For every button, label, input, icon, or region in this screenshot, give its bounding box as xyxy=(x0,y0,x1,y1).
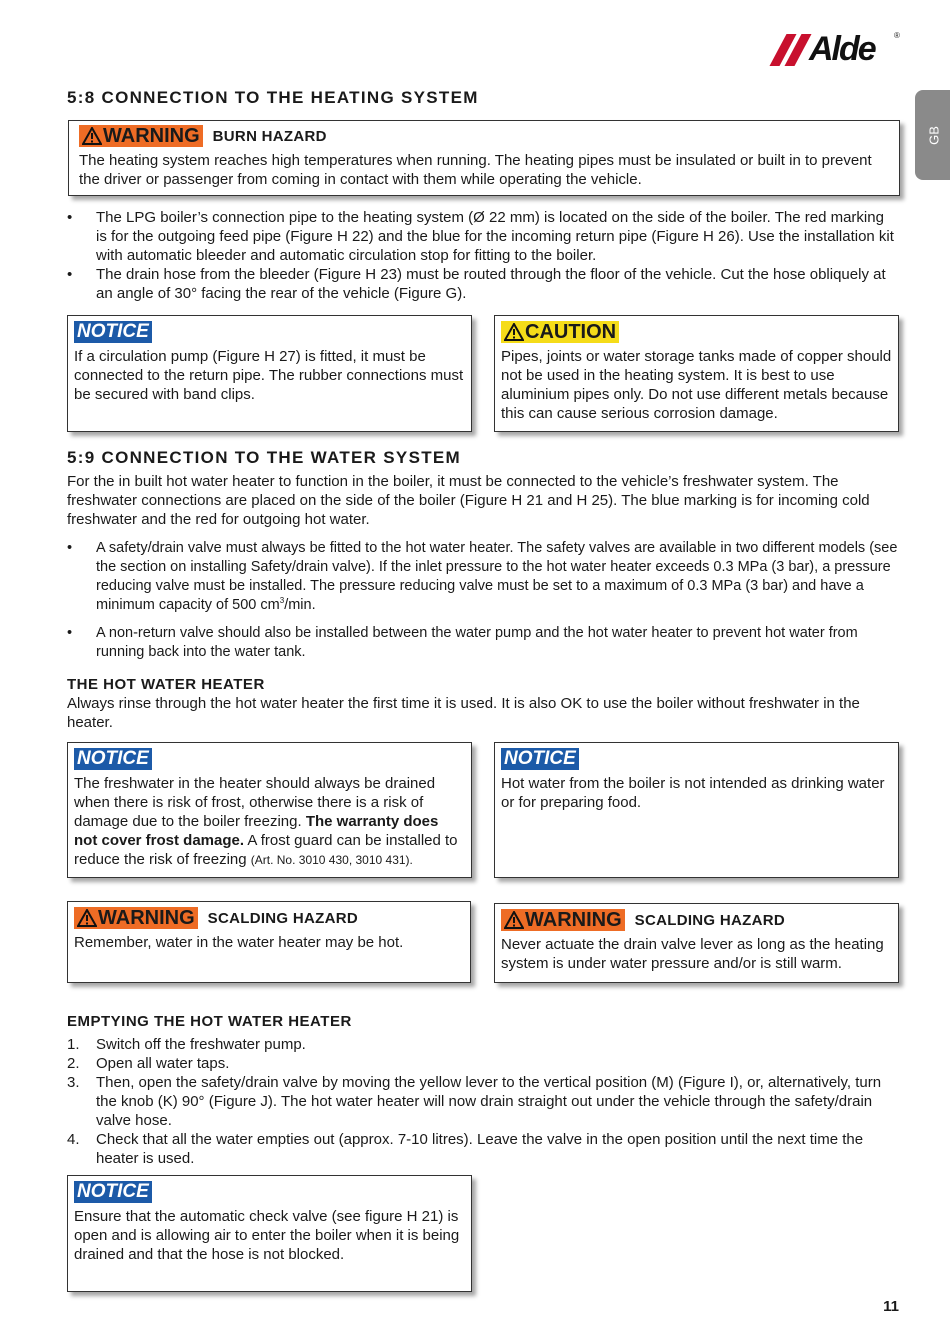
warning-triangle-icon xyxy=(82,127,102,145)
water-intro: For the in built hot water heater to function in the boiler, it must be connected to the vehicle’s freshwater system. The freshwater connections are placed on the side of the boiler (Figure H 21 and H 25). The blue marking is for incoming cold freshwater and the red for outgoing hot water. xyxy=(67,473,870,528)
warning-label: WARNING xyxy=(74,907,198,929)
notice-box-circulation xyxy=(67,315,472,432)
notice-header xyxy=(74,748,465,770)
caution-label: CAUTION xyxy=(501,321,619,343)
notice-text: Hot water from the boiler is not intended as drinking water or for preparing food. xyxy=(501,775,885,811)
warning-header xyxy=(74,907,464,929)
subheading-emptying: EMPTYING THE HOT WATER HEATER xyxy=(67,1013,352,1030)
warning-text: Remember, water in the water heater may be hot. xyxy=(74,934,404,951)
alde-logo xyxy=(764,28,904,70)
warning-triangle-icon xyxy=(77,909,97,927)
caution-triangle-icon xyxy=(504,323,524,341)
notice-box-frost xyxy=(67,742,472,878)
list-item: • The LPG boiler’s connection pipe to the heating system (Ø 22 mm) is located on the side of the boiler. The red marking is for the outgoing feed pipe (Figure H 22) and the blue for the incoming return pipe (Figure H 26). Use the installation kit with automatic bleeder and automatic circulation stop for fitting to the boiler. xyxy=(67,209,894,264)
warning-text: Never actuate the drain valve lever as long as the heating system is under water pressure and/or is still warm. xyxy=(501,936,884,972)
notice-box-drinking xyxy=(494,742,899,878)
caution-text: Pipes, joints or water storage tanks made of copper should not be used in the heating system. It is best to use aluminium pipes only. Do not use different metals because this can cause serious corrosion damage. xyxy=(501,348,892,422)
notice-label: NOTICE xyxy=(74,1181,152,1203)
hazard-title: SCALDING HAZARD xyxy=(207,909,358,927)
hazard-title: BURN HAZARD xyxy=(212,127,327,145)
warning-header xyxy=(79,125,889,147)
caution-box-copper xyxy=(494,315,899,432)
heating-bullets xyxy=(67,208,897,303)
section-title-water: 5:9 CONNECTION TO THE WATER SYSTEM xyxy=(67,448,461,467)
notice-text: If a circulation pump (Figure H 27) is fitted, it must be connected to the return pipe. The rubber connections must be secured with band clips. xyxy=(74,348,464,403)
list-item: 3. Then, open the safety/drain valve by moving the yellow lever to the vertical position (M) (Figure I), or, alternatively, turn the knob (K) 90° (Figure J). The hot water heater will now drain straight out under the vehicle through the safety/drain valve hose. xyxy=(67,1074,882,1129)
list-item: • A non-return valve should also be installed between the water pump and the hot water heater to prevent hot water from running back into the water tank. xyxy=(67,625,858,660)
warning-text: The heating system reaches high temperatures when running. The heating pipes must be insulated or built in to prevent the driver or passenger from coming in contact with them while operating the vehicle. xyxy=(79,152,872,188)
warning-box-scalding-left xyxy=(67,901,471,983)
warning-label: WARNING xyxy=(501,909,625,931)
hazard-title: SCALDING HAZARD xyxy=(634,911,785,929)
list-item: 4. Check that all the water empties out (approx. 7-10 litres). Leave the valve in the open position until the next time the heater is used. xyxy=(67,1131,864,1167)
water-bullets xyxy=(67,539,901,662)
hot-water-heater-text: Always rinse through the hot water heater the first time it is used. It is also OK to use the boiler without freshwater in the heater. xyxy=(67,695,860,731)
warning-label: WARNING xyxy=(79,125,203,147)
warning-triangle-icon xyxy=(504,911,524,929)
language-tab-label: GB xyxy=(926,126,942,145)
logo-wordmark: Alde xyxy=(809,30,875,68)
notice-label: NOTICE xyxy=(74,748,152,770)
notice-header xyxy=(74,1181,465,1203)
notice-text: The freshwater in the heater should always be drained when there is risk of frost, otherwise there is a risk of damage due to the boiler freezing. The warranty does not cover frost damage. A frost guard can be installed to reduce the risk of freezing (Art. No. 3010 430, 3010 431). xyxy=(74,775,458,868)
subheading-hot-water-heater: THE HOT WATER HEATER xyxy=(67,676,265,693)
warning-box-scalding-right xyxy=(494,903,899,983)
warning-box-burn xyxy=(68,120,900,196)
section-title-heating: 5:8 CONNECTION TO THE HEATING SYSTEM xyxy=(67,88,479,107)
list-item: • A safety/drain valve must always be fitted to the hot water heater. The safety valves are available in two different models (see the section on installing Safety/drain valve). If the inlet pressure to the hot water heater exceeds 0.3 MPa (3 bar), a pressure reducing valve must be installed. The pressure reducing valve must be set to a maximum of 0.3 MPa (3 bar) and have a minimum capacity of 500 $cm^3/\min$. xyxy=(67,540,898,613)
notice-label: NOTICE xyxy=(501,748,579,770)
notice-header xyxy=(74,321,465,343)
notice-header xyxy=(501,748,892,770)
notice-label: NOTICE xyxy=(74,321,152,343)
language-tab[interactable] xyxy=(915,90,950,180)
page-number: 11 xyxy=(883,1298,899,1315)
list-item: • The drain hose from the bleeder (Figure H 23) must be routed through the floor of the vehicle. Cut the hose obliquely at an angle of 30° facing the rear of the vehicle (Figure G). xyxy=(67,266,886,302)
notice-box-check-valve xyxy=(67,1175,472,1292)
caution-header xyxy=(501,321,892,343)
emptying-steps xyxy=(67,1035,897,1168)
registered-mark: ® xyxy=(894,31,900,40)
list-item: 2. Open all water taps. xyxy=(67,1055,230,1072)
notice-text: Ensure that the automatic check valve (see figure H 21) is open and is allowing air to enter the boiler when it is being drained and that the hose is not blocked. xyxy=(74,1208,460,1263)
warning-header xyxy=(501,909,892,931)
list-item: 1. Switch off the freshwater pump. xyxy=(67,1036,306,1053)
